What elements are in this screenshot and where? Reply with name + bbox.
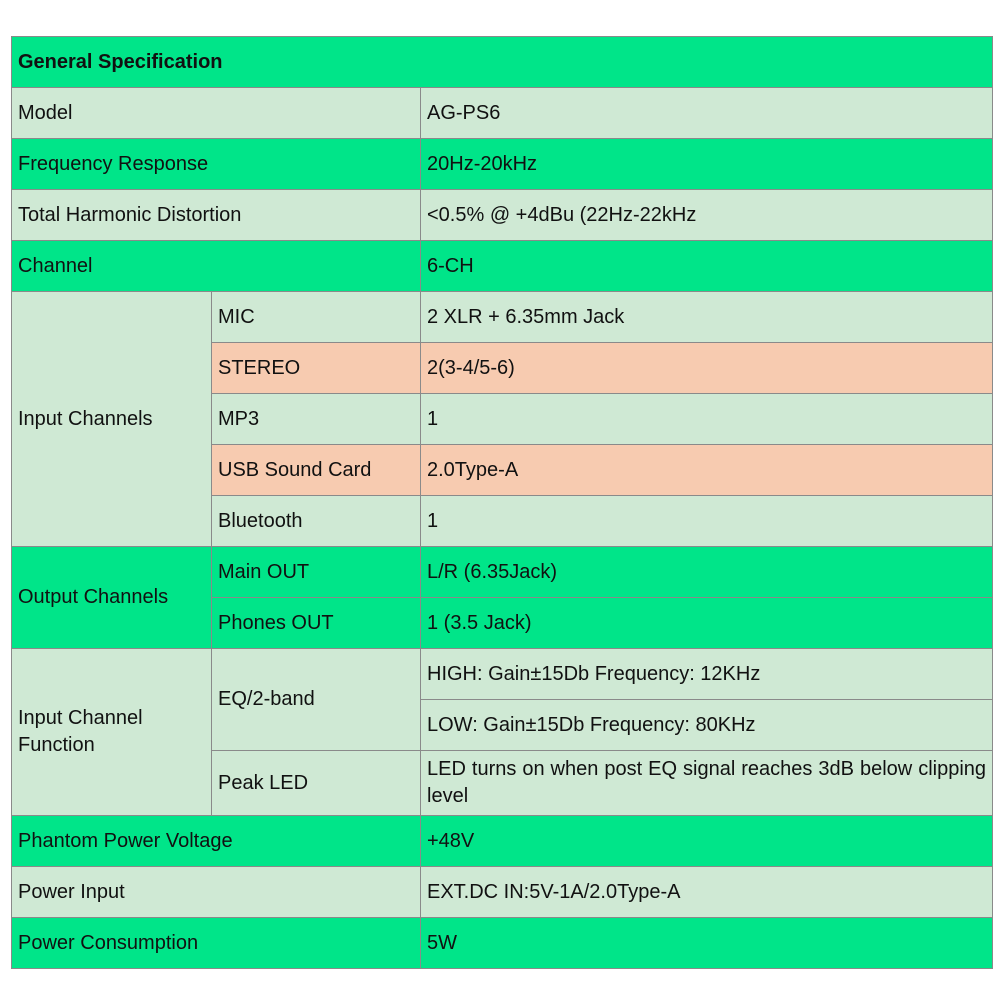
spec-group-input-channels: Input Channels [12, 292, 212, 547]
spec-value-channel: 6-CH [421, 241, 993, 292]
spec-sublabel-main-out: Main OUT [212, 547, 421, 598]
spec-value-phones-out: 1 (3.5 Jack) [421, 598, 993, 649]
spec-value-power-input: EXT.DC IN:5V-1A/2.0Type-A [421, 867, 993, 918]
spec-group-label-line2: Function [18, 734, 95, 756]
table-row [12, 867, 993, 918]
table-row [12, 918, 993, 969]
table-row [12, 190, 993, 241]
spec-value-eq-low: LOW: Gain±15Db Frequency: 80KHz [421, 700, 993, 751]
spec-sublabel-bluetooth: Bluetooth [212, 496, 421, 547]
spec-label-power-consumption: Power Consumption [12, 918, 421, 969]
spec-label-model: Model [12, 88, 421, 139]
spec-value-mp3: 1 [421, 394, 993, 445]
spec-table [11, 36, 993, 969]
spec-sublabel-mic: MIC [212, 292, 421, 343]
spec-label-phantom-power: Phantom Power Voltage [12, 816, 421, 867]
spec-group-output-channels: Output Channels [12, 547, 212, 649]
spec-label-channel: Channel [12, 241, 421, 292]
table-row [12, 547, 993, 598]
table-row [12, 139, 993, 190]
spec-sublabel-usb-sound-card: USB Sound Card [212, 445, 421, 496]
spec-label-frequency-response: Frequency Response [12, 139, 421, 190]
table-row [12, 241, 993, 292]
spec-group-input-channel-function [12, 649, 212, 816]
spec-value-mic: 2 XLR + 6.35mm Jack [421, 292, 993, 343]
spec-label-power-input: Power Input [12, 867, 421, 918]
spec-value-usb-sound-card: 2.0Type-A [421, 445, 993, 496]
spec-value-phantom-power: +48V [421, 816, 993, 867]
spec-value-peak-led: LED turns on when post EQ signal reaches 3dB below clipping level [421, 751, 993, 816]
spec-value-eq-high: HIGH: Gain±15Db Frequency: 12KHz [421, 649, 993, 700]
spec-sublabel-stereo: STEREO [212, 343, 421, 394]
spec-value-power-consumption: 5W [421, 918, 993, 969]
spec-value-bluetooth: 1 [421, 496, 993, 547]
spec-group-label-line1: Input Channel [18, 707, 143, 729]
spec-value-model: AG-PS6 [421, 88, 993, 139]
table-row [12, 88, 993, 139]
table-header-row [12, 37, 993, 88]
spec-value-thd: <0.5% @ +4dBu (22Hz-22kHz [421, 190, 993, 241]
spec-sublabel-mp3: MP3 [212, 394, 421, 445]
table-title: General Specification [12, 37, 993, 88]
spec-sublabel-phones-out: Phones OUT [212, 598, 421, 649]
spec-value-main-out: L/R (6.35Jack) [421, 547, 993, 598]
spec-label-thd: Total Harmonic Distortion [12, 190, 421, 241]
table-row [12, 816, 993, 867]
spec-value-stereo: 2(3-4/5-6) [421, 343, 993, 394]
spec-sublabel-eq: EQ/2-band [212, 649, 421, 751]
table-row [12, 649, 993, 700]
spec-sublabel-peak-led: Peak LED [212, 751, 421, 816]
table-row [12, 292, 993, 343]
spec-value-frequency-response: 20Hz-20kHz [421, 139, 993, 190]
